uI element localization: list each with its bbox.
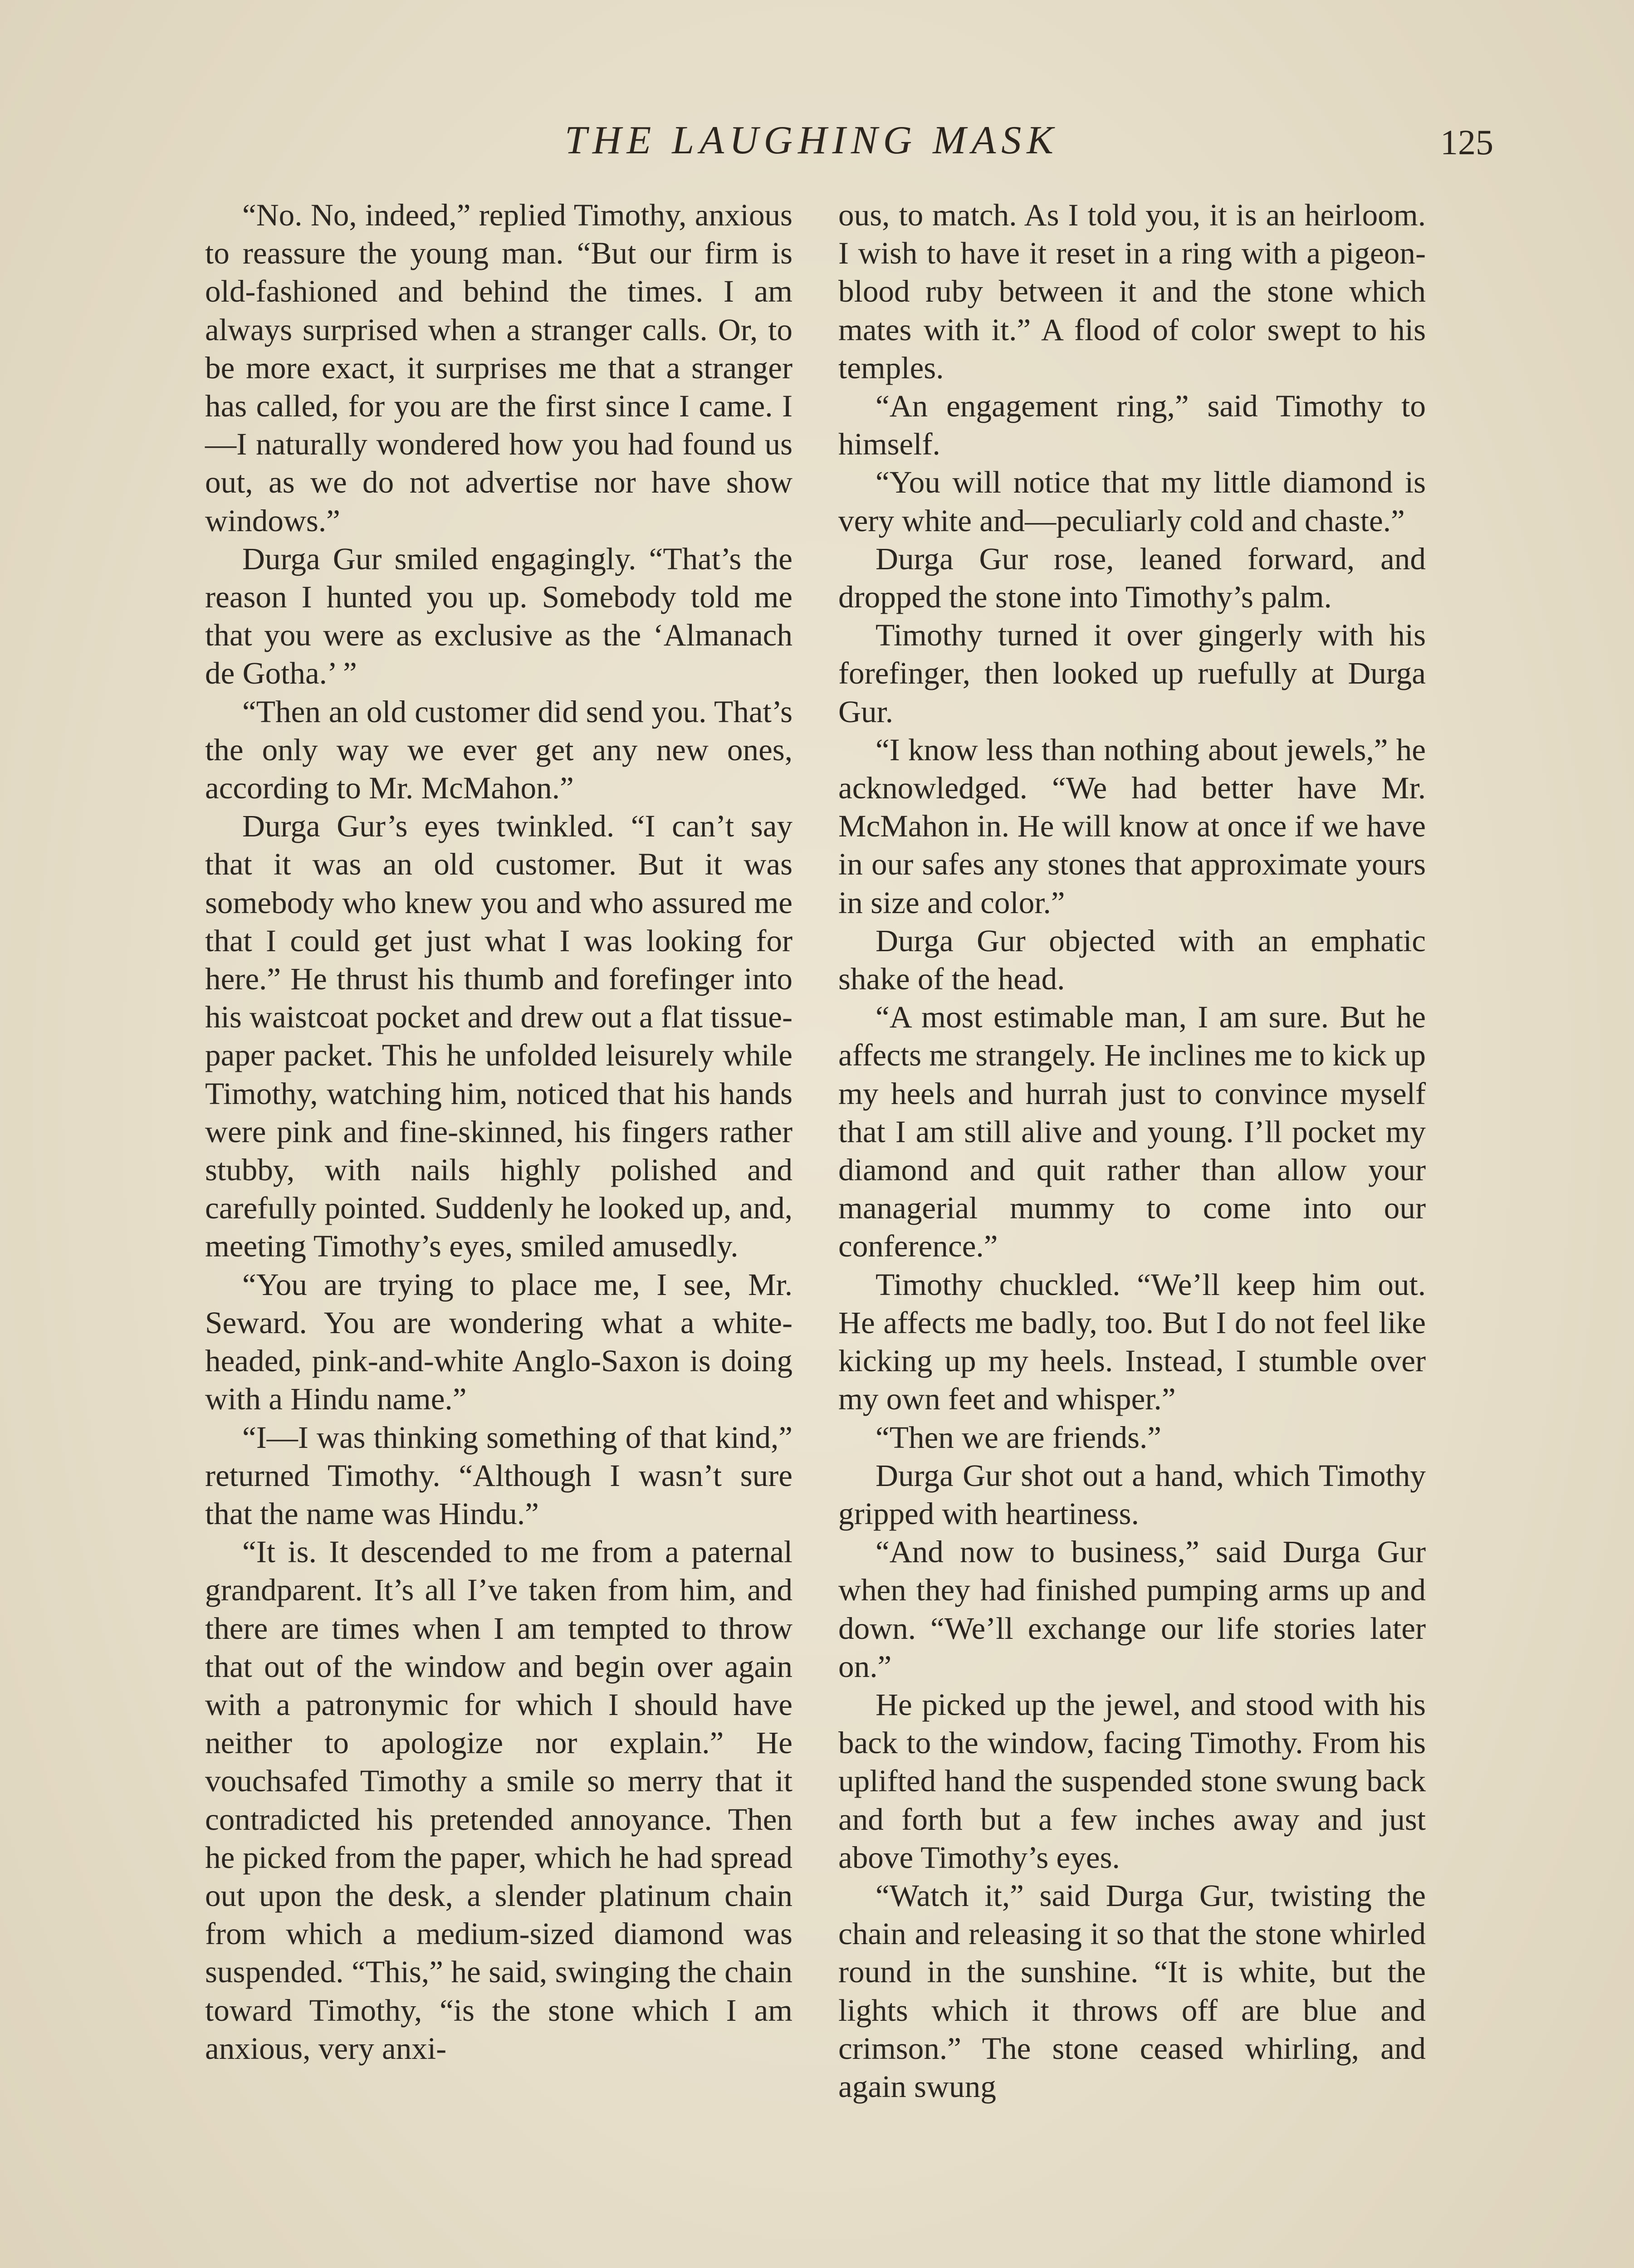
page-title: THE LAUGHING MASK <box>565 118 1059 162</box>
paragraph: Durga Gur rose, leaned forward, and dropped the stone into Timothy’s palm. <box>838 541 1426 615</box>
paragraph: “It is. It descended to me from a paternal grandparent. It’s all I’ve taken from him, and there are times when I am tempted to throw that out of the window and begin over again with a patronymic for which I should have neither to apologize nor explain.” He vouchsafed Timothy a smile so merry that it contradicted his pretended annoyance. Then he picked from the paper, which he had spread out upon the desk, a slender platinum chain from which a medium-sized diamond was suspended. “This,” he said, swinging the chain toward Timothy, “is the stone which I am anxious, very anxi- <box>205 1534 793 2066</box>
paragraph: He picked up the jewel, and stood with his back to the window, facing Timothy. From his uplifted hand the suspended stone swung back and forth but a few inches away and just above Timothy’s eyes. <box>838 1686 1426 1875</box>
right-column <box>838 196 1426 2106</box>
paragraph-continued: ous, to match. As I told you, it is an heirloom. I wish to have it reset in a ring with a pigeon-blood ruby between it and the stone which mates with it.” A flood of color swept to his temples. <box>838 197 1426 385</box>
paragraph: “I know less than nothing about jewels,” he acknowledged. “We had better have Mr. McMahon in. He will know at once if we have in our safes any stones that approximate yours in size and color.” <box>838 732 1426 920</box>
paragraph: “No. No, indeed,” replied Timothy, anxious to reassure the young man. “But our firm is old-fashioned and behind the times. I am always surprised when a stranger calls. Or, to be more exact, it surprises me that a stranger has called, for you are the first since I came. I—I naturally wondered how you had found us out, as we do not advertise nor have show windows.” <box>205 197 793 538</box>
paragraph: “An engagement ring,” said Timothy to himself. <box>838 388 1426 462</box>
left-column <box>205 196 793 2068</box>
paragraph: Timothy turned it over gingerly with his forefinger, then looked up ruefully at Durga Gur. <box>838 617 1426 729</box>
page-number: 125 <box>1440 122 1493 162</box>
paragraph: Timothy chuckled. “We’ll keep him out. He affects me badly, too. But I do not feel like kicking up my heels. Instead, I stumble over my own feet and whisper.” <box>838 1266 1426 1417</box>
paragraph: Durga Gur smiled engagingly. “That’s the reason I hunted you up. Somebody told me that you were as exclusive as the ‘Almanach de Gotha.’ ” <box>205 541 793 691</box>
running-head <box>0 116 1634 166</box>
paragraph: “You are trying to place me, I see, Mr. Seward. You are wondering what a white-headed, pink-and-white Anglo-Saxon is doing with a Hindu name.” <box>205 1266 793 1417</box>
paragraph: “You will notice that my little diamond is very white and—peculiarly cold and chaste.” <box>838 464 1426 538</box>
paragraph: “And now to business,” said Durga Gur when they had finished pumping arms up and down. “We’ll exchange our life stories later on.” <box>838 1534 1426 1684</box>
paragraph: “Watch it,” said Durga Gur, twisting the chain and releasing it so that the stone whirled round in the sunshine. “It is white, but the lights which it throws off are blue and crimson.” The stone ceased whirling, and again swung <box>838 1877 1426 2104</box>
paragraph: Durga Gur shot out a hand, which Timothy gripped with heartiness. <box>838 1457 1426 1531</box>
paragraph: “Then we are friends.” <box>876 1419 1162 1455</box>
paragraph: “I—I was thinking something of that kind,” returned Timothy. “Although I wasn’t sure that the name was Hindu.” <box>205 1419 793 1531</box>
paragraph: “A most estimable man, I am sure. But he affects me strangely. He inclines me to kick up my heels and hurrah just to convince myself that I am still alive and young. I’ll pocket my diamond and quit rather than allow your managerial mummy to come into our conference.” <box>838 999 1426 1264</box>
paragraph: Durga Gur objected with an emphatic shake of the head. <box>838 923 1426 997</box>
paragraph: “Then an old customer did send you. That’s the only way we ever get any new ones, according to Mr. McMahon.” <box>205 694 793 806</box>
paragraph: Durga Gur’s eyes twinkled. “I can’t say that it was an old customer. But it was somebody who knew you and who assured me that I could get just what I was looking for here.” He thrust his thumb and forefinger into his waistcoat pocket and drew out a flat tissue-paper packet. This he unfolded leisurely while Timothy, watching him, noticed that his hands were pink and fine-skinned, his fingers rather stubby, with nails highly polished and carefully pointed. Suddenly he looked up, and, meeting Timothy’s eyes, smiled amusedly. <box>205 808 793 1264</box>
